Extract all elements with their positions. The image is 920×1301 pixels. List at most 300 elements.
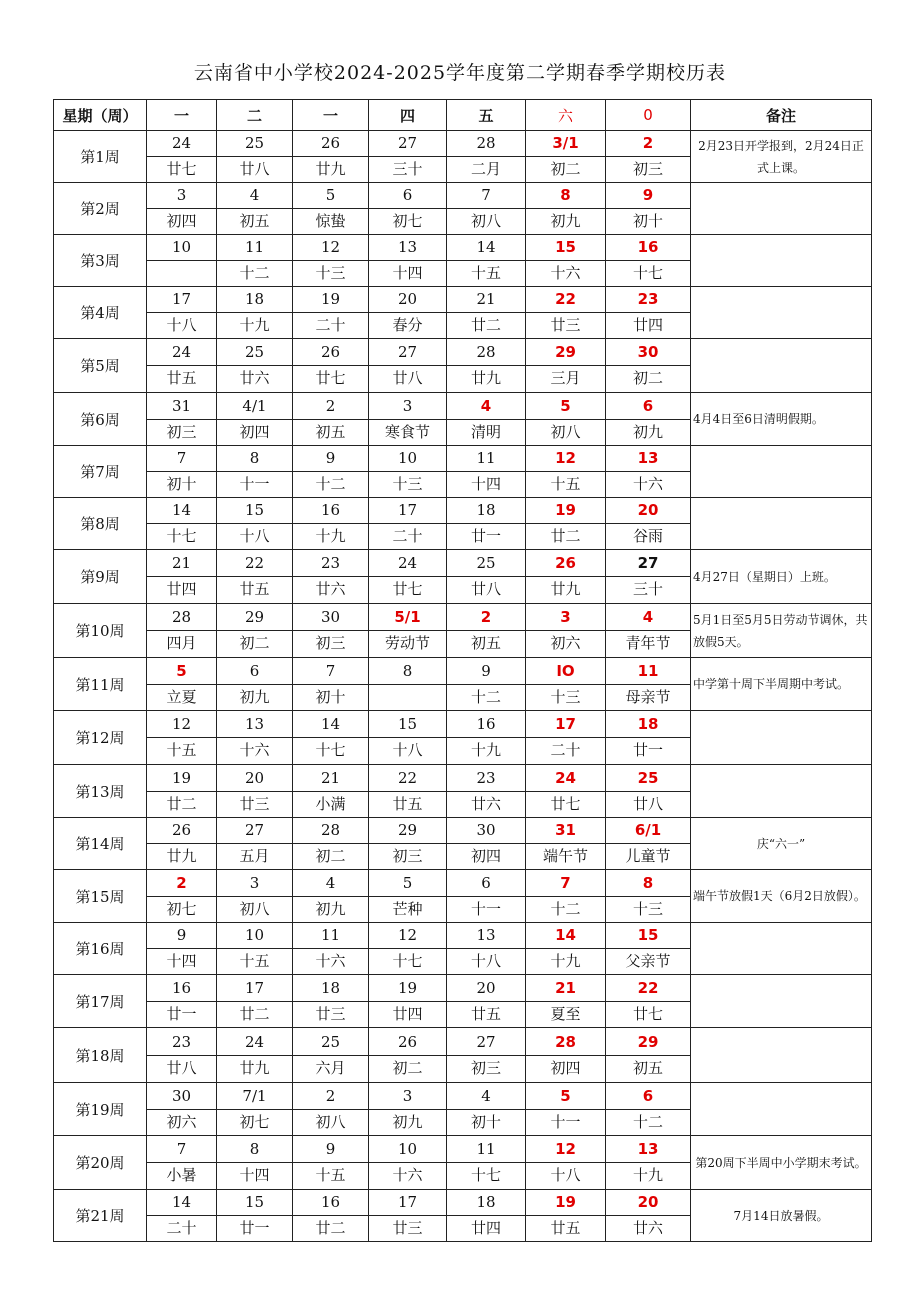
day-cell <box>217 550 293 604</box>
day-number: 10 <box>147 235 216 261</box>
day-number: 2 <box>293 394 368 420</box>
day-cell <box>293 923 369 975</box>
lunar-date: 十九 <box>550 952 581 970</box>
lunar-date: 十七 <box>166 527 197 545</box>
table-row <box>54 975 872 1028</box>
day-number: 27 <box>369 340 446 366</box>
lunar-date: 初六 <box>550 634 581 652</box>
day-cell <box>606 235 691 287</box>
day-cell <box>447 393 526 446</box>
day-number: 6/1 <box>606 818 690 844</box>
lunar-date: 廿四 <box>470 1219 501 1237</box>
page-title: 云南省中小学校2024-2025学年度第二学期春季学期校历表 <box>193 62 727 84</box>
day-cell <box>369 1028 447 1083</box>
lunar-date: 廿三 <box>550 316 581 334</box>
lunar-date: 二十 <box>550 741 581 759</box>
day-number: 4 <box>293 871 368 897</box>
table-row <box>54 604 872 658</box>
day-number: 13 <box>606 1137 690 1163</box>
day-cell <box>147 765 217 818</box>
day-cell <box>526 550 606 604</box>
lunar-date: 十九 <box>315 527 346 545</box>
lunar-date: 十四 <box>392 264 423 282</box>
header-day-wed: 一 <box>293 100 369 131</box>
lunar-date: 小暑 <box>166 1166 197 1184</box>
day-cell <box>217 339 293 393</box>
header-day-thu: 四 <box>369 100 447 131</box>
day-cell <box>447 923 526 975</box>
week-label: 第1周 <box>54 131 147 183</box>
day-number: 14 <box>447 235 525 261</box>
day-number: 18 <box>447 498 525 524</box>
week-label: 第8周 <box>54 498 147 550</box>
day-number: 5 <box>293 183 368 209</box>
day-number: 24 <box>526 766 605 792</box>
day-cell <box>217 975 293 1028</box>
lunar-date: 廿九 <box>166 847 197 865</box>
lunar-date: 十八 <box>239 527 270 545</box>
day-number: 21 <box>526 976 605 1002</box>
day-number: 6 <box>447 871 525 897</box>
week-label: 第16周 <box>54 923 147 975</box>
lunar-date: 青年节 <box>625 634 671 652</box>
day-cell <box>293 131 369 183</box>
day-cell <box>147 235 217 287</box>
day-number: 12 <box>369 923 446 949</box>
day-cell <box>526 975 606 1028</box>
lunar-date: 十三 <box>315 264 346 282</box>
day-number: 30 <box>293 605 368 631</box>
lunar-date: 十一 <box>239 475 270 493</box>
day-cell <box>293 339 369 393</box>
day-number: 24 <box>147 131 216 157</box>
day-number: 4 <box>447 394 525 420</box>
day-cell <box>217 1136 293 1190</box>
lunar-date: 初十 <box>315 687 346 706</box>
remark-cell <box>691 183 872 235</box>
day-cell <box>447 287 526 339</box>
day-cell <box>447 550 526 604</box>
day-number: 11 <box>447 1137 525 1163</box>
day-cell <box>606 498 691 550</box>
remark-cell: 4月27日（星期日）上班。 <box>691 550 872 604</box>
week-label: 第2周 <box>54 183 147 235</box>
lunar-date: 春分 <box>392 316 423 334</box>
day-cell <box>293 870 369 923</box>
table-row <box>54 446 872 498</box>
remark-cell <box>691 765 872 818</box>
lunar-date: 初三 <box>315 634 346 652</box>
day-number: 22 <box>526 287 605 313</box>
day-cell <box>147 870 217 923</box>
day-number: 2 <box>606 131 690 157</box>
day-number: 11 <box>447 446 525 472</box>
lunar-date: 十二 <box>632 1112 663 1131</box>
day-cell <box>293 765 369 818</box>
day-number: 12 <box>526 1137 605 1163</box>
day-number: 4/1 <box>217 394 292 420</box>
lunar-date: 十四 <box>470 475 501 493</box>
day-number: 25 <box>447 551 525 577</box>
day-number: 7 <box>147 1137 216 1163</box>
day-cell <box>217 498 293 550</box>
header-day-mon: 一 <box>147 100 217 131</box>
table-row <box>54 923 872 975</box>
day-cell <box>217 446 293 498</box>
lunar-date: 十八 <box>550 1166 581 1184</box>
day-cell <box>526 870 606 923</box>
lunar-date: 初四 <box>470 847 501 865</box>
day-cell <box>606 1083 691 1136</box>
remark-cell <box>691 339 872 393</box>
day-cell <box>606 183 691 235</box>
day-number: 18 <box>447 1190 525 1216</box>
lunar-date: 二十 <box>166 1219 197 1237</box>
day-number: 23 <box>293 551 368 577</box>
lunar-date: 寒食节 <box>384 422 430 441</box>
lunar-date: 初二 <box>315 847 346 865</box>
day-number: 8 <box>217 446 292 472</box>
lunar-date: 初八 <box>550 422 581 441</box>
day-cell <box>369 498 447 550</box>
day-cell <box>526 235 606 287</box>
day-number: 10 <box>369 446 446 472</box>
lunar-date: 廿五 <box>239 580 270 598</box>
lunar-date: 惊蛰 <box>315 212 346 230</box>
day-number: 6 <box>606 1084 690 1110</box>
lunar-date: 十三 <box>392 475 423 493</box>
lunar-date: 初八 <box>470 212 501 230</box>
day-cell <box>369 658 447 711</box>
day-cell <box>147 498 217 550</box>
lunar-date: 十五 <box>239 952 270 970</box>
day-number: 19 <box>526 1190 605 1216</box>
lunar-date: 十二 <box>470 687 501 706</box>
day-cell <box>147 658 217 711</box>
day-number: 16 <box>147 976 216 1002</box>
day-number: 17 <box>526 712 605 738</box>
day-cell <box>526 287 606 339</box>
day-number: 9 <box>293 446 368 472</box>
day-number: 9 <box>606 183 690 209</box>
day-cell <box>526 446 606 498</box>
week-label: 第4周 <box>54 287 147 339</box>
remark-cell <box>691 1028 872 1083</box>
day-cell <box>217 870 293 923</box>
day-number: 3 <box>369 394 446 420</box>
lunar-date: 廿二 <box>315 1219 346 1237</box>
day-number: 15 <box>217 498 292 524</box>
day-number: 30 <box>147 1084 216 1110</box>
lunar-date: 廿七 <box>392 580 423 598</box>
week-label: 第6周 <box>54 393 147 446</box>
day-number: 26 <box>369 1030 446 1056</box>
remark-cell: 5月1日至5月5日劳动节调休，共放假5天。 <box>691 604 872 658</box>
day-cell <box>369 550 447 604</box>
lunar-date: 初四 <box>166 212 197 230</box>
day-number: 18 <box>606 712 690 738</box>
day-cell <box>606 550 691 604</box>
lunar-date: 小满 <box>315 794 346 813</box>
day-number: 19 <box>526 498 605 524</box>
day-cell <box>526 765 606 818</box>
lunar-date: 廿八 <box>392 369 423 387</box>
day-number: 8 <box>606 871 690 897</box>
table-row <box>54 818 872 870</box>
day-cell <box>217 658 293 711</box>
day-cell <box>606 1136 691 1190</box>
day-number: 12 <box>293 235 368 261</box>
day-cell <box>217 604 293 658</box>
day-number: 25 <box>217 131 292 157</box>
day-number: 14 <box>526 923 605 949</box>
lunar-date: 初二 <box>550 160 581 178</box>
week-label: 第12周 <box>54 711 147 765</box>
lunar-date: 初三 <box>470 1058 501 1077</box>
school-calendar-table <box>53 99 872 1242</box>
remark-cell: 端午节放假1天（6月2日放假）。 <box>691 870 872 923</box>
day-cell <box>606 711 691 765</box>
lunar-date: 立夏 <box>166 687 197 706</box>
day-number: 7 <box>147 446 216 472</box>
day-number: 13 <box>217 712 292 738</box>
lunar-date: 十六 <box>550 264 581 282</box>
remark-cell <box>691 923 872 975</box>
day-number: 5 <box>526 1084 605 1110</box>
week-label: 第17周 <box>54 975 147 1028</box>
day-number: 28 <box>447 340 525 366</box>
day-number: 7 <box>293 659 368 685</box>
day-number: 29 <box>217 605 292 631</box>
lunar-date: 初二 <box>632 369 663 387</box>
day-cell <box>369 975 447 1028</box>
day-cell <box>147 550 217 604</box>
day-cell <box>447 604 526 658</box>
day-cell <box>447 339 526 393</box>
day-cell <box>606 604 691 658</box>
day-number: 17 <box>369 1190 446 1216</box>
week-label: 第9周 <box>54 550 147 604</box>
day-number: 17 <box>217 976 292 1002</box>
lunar-date: 母亲节 <box>625 687 671 706</box>
day-cell <box>526 131 606 183</box>
table-row <box>54 183 872 235</box>
remark-cell <box>691 975 872 1028</box>
day-number: 4 <box>447 1084 525 1110</box>
week-label: 第5周 <box>54 339 147 393</box>
lunar-date: 初十 <box>632 212 663 230</box>
header-week: 星期（周） <box>54 100 147 131</box>
day-number: 14 <box>147 1190 216 1216</box>
day-number: 7 <box>447 183 525 209</box>
day-number: 12 <box>526 446 605 472</box>
day-cell <box>526 923 606 975</box>
week-label: 第15周 <box>54 870 147 923</box>
header-remark: 备注 <box>691 100 872 131</box>
day-cell <box>526 393 606 446</box>
day-cell <box>447 1028 526 1083</box>
day-cell <box>447 1083 526 1136</box>
day-cell <box>447 1190 526 1242</box>
day-number: 22 <box>606 976 690 1002</box>
day-number: 21 <box>147 551 216 577</box>
day-number: 21 <box>447 287 525 313</box>
day-number: 10 <box>369 1137 446 1163</box>
day-cell <box>369 446 447 498</box>
day-cell <box>447 131 526 183</box>
remark-cell <box>691 287 872 339</box>
day-number: 7/1 <box>217 1084 292 1110</box>
day-cell <box>526 1028 606 1083</box>
day-cell <box>606 658 691 711</box>
day-number: 28 <box>293 818 368 844</box>
day-number: 16 <box>447 712 525 738</box>
remark-cell: 庆“六一” <box>691 818 872 870</box>
day-number: 25 <box>217 340 292 366</box>
lunar-date: 廿七 <box>166 160 197 178</box>
day-cell <box>217 765 293 818</box>
header-row <box>54 100 872 131</box>
day-cell <box>147 393 217 446</box>
day-cell <box>606 923 691 975</box>
lunar-date: 十七 <box>470 1166 501 1184</box>
day-number: 4 <box>217 183 292 209</box>
day-cell <box>293 1083 369 1136</box>
lunar-date: 十一 <box>470 899 501 918</box>
day-number: 22 <box>217 551 292 577</box>
lunar-date: 初九 <box>239 687 270 706</box>
day-number: 14 <box>147 498 216 524</box>
day-cell <box>447 1136 526 1190</box>
week-label: 第14周 <box>54 818 147 870</box>
day-number: 5 <box>147 659 216 685</box>
day-number: 9 <box>147 923 216 949</box>
day-cell <box>606 870 691 923</box>
lunar-date: 廿六 <box>632 1219 663 1237</box>
remark-cell <box>691 498 872 550</box>
day-cell <box>447 498 526 550</box>
lunar-date: 芒种 <box>392 899 423 918</box>
day-cell <box>293 287 369 339</box>
lunar-date: 初八 <box>239 899 270 918</box>
lunar-date: 五月 <box>239 847 270 865</box>
day-cell <box>147 604 217 658</box>
day-cell <box>217 131 293 183</box>
lunar-date: 十五 <box>315 1166 346 1184</box>
week-label: 第10周 <box>54 604 147 658</box>
day-cell <box>217 393 293 446</box>
week-label: 第11周 <box>54 658 147 711</box>
table-row <box>54 1083 872 1136</box>
day-number: 3 <box>369 1084 446 1110</box>
lunar-date: 清明 <box>470 422 501 441</box>
lunar-date: 初八 <box>315 1112 346 1131</box>
day-cell <box>526 498 606 550</box>
day-number: 7 <box>526 871 605 897</box>
lunar-date: 十四 <box>166 952 197 970</box>
day-number: 14 <box>293 712 368 738</box>
table-row <box>54 131 872 183</box>
lunar-date: 十七 <box>315 741 346 759</box>
table-row <box>54 393 872 446</box>
lunar-date: 初九 <box>632 422 663 441</box>
lunar-date: 十五 <box>550 475 581 493</box>
day-cell <box>606 446 691 498</box>
day-cell <box>526 1190 606 1242</box>
day-number: 23 <box>147 1030 216 1056</box>
table-row <box>54 1190 872 1242</box>
week-label: 第18周 <box>54 1028 147 1083</box>
lunar-date: 廿一 <box>166 1004 197 1023</box>
lunar-date: 谷雨 <box>632 527 663 545</box>
day-cell <box>447 870 526 923</box>
day-number: 27 <box>217 818 292 844</box>
week-label: 第20周 <box>54 1136 147 1190</box>
lunar-date: 十九 <box>632 1166 663 1184</box>
day-number: 16 <box>293 1190 368 1216</box>
lunar-date: 廿五 <box>550 1219 581 1237</box>
day-cell <box>606 765 691 818</box>
day-cell <box>217 818 293 870</box>
remark-cell: 4月4日至6日清明假期。 <box>691 393 872 446</box>
day-cell <box>217 1083 293 1136</box>
lunar-date: 初九 <box>315 899 346 918</box>
lunar-date: 十六 <box>392 1166 423 1184</box>
day-cell <box>526 183 606 235</box>
day-number: 8 <box>526 183 605 209</box>
day-cell <box>606 339 691 393</box>
lunar-date: 十二 <box>239 264 270 282</box>
lunar-date: 初三 <box>166 422 197 441</box>
day-number: 13 <box>447 923 525 949</box>
lunar-date: 十七 <box>632 264 663 282</box>
day-cell <box>447 446 526 498</box>
week-label: 第7周 <box>54 446 147 498</box>
lunar-date: 廿七 <box>632 1004 663 1023</box>
lunar-date: 廿六 <box>470 794 501 813</box>
table-row <box>54 711 872 765</box>
lunar-date: 廿三 <box>239 794 270 813</box>
day-cell <box>447 711 526 765</box>
day-cell <box>526 1083 606 1136</box>
day-number: 5 <box>369 871 446 897</box>
lunar-date: 初十 <box>470 1112 501 1131</box>
day-cell <box>369 818 447 870</box>
lunar-date: 十八 <box>392 741 423 759</box>
lunar-date: 初七 <box>392 212 423 230</box>
day-cell <box>147 711 217 765</box>
day-number: 25 <box>293 1030 368 1056</box>
lunar-date: 初二 <box>392 1058 423 1077</box>
day-number: 28 <box>147 605 216 631</box>
lunar-date: 廿八 <box>470 580 501 598</box>
day-number: 26 <box>293 340 368 366</box>
lunar-date: 廿一 <box>632 741 663 759</box>
day-cell <box>217 287 293 339</box>
day-number: 11 <box>606 659 690 685</box>
remark-cell: 中学第十周下半周期中考试。 <box>691 658 872 711</box>
lunar-date: 十八 <box>470 952 501 970</box>
day-number: 30 <box>447 818 525 844</box>
day-cell <box>293 711 369 765</box>
lunar-date: 廿九 <box>550 580 581 598</box>
day-cell <box>217 711 293 765</box>
day-number: 18 <box>293 976 368 1002</box>
header-day-sun: 0 <box>606 100 691 131</box>
lunar-date: 初三 <box>392 847 423 865</box>
day-number: 30 <box>606 340 690 366</box>
day-number: 3 <box>217 871 292 897</box>
